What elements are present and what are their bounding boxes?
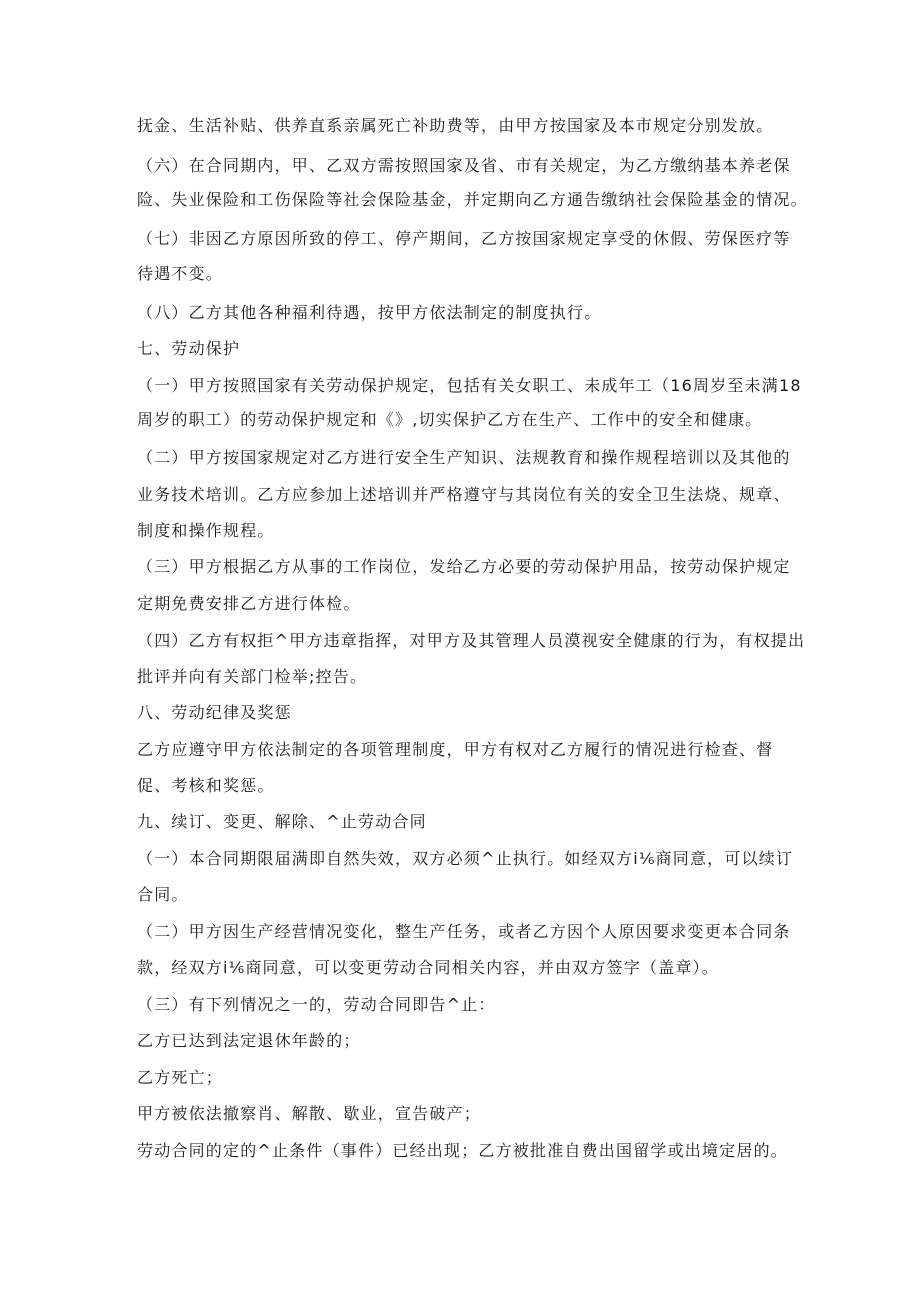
- text-line: 抚金、生活补贴、供养直系亲属死亡补助费等，由甲方按国家及本市规定分别发放。: [137, 116, 774, 135]
- text-line: 乙方已达到法定退休年龄的；: [137, 1031, 361, 1050]
- text-line: （一）本合同期限届满即自然失效，双方必须^止执行。如经双方i⅙商同意，可以续订: [137, 849, 794, 868]
- text-line: 乙方死亡；: [137, 1068, 224, 1087]
- text-line: 合同。: [137, 885, 189, 904]
- text-line: 批评并向有关部门检举;控告。: [137, 667, 368, 686]
- text-line: （二）甲方因生产经营情况变化，整生产任务，或者乙方因个人原因要求变更本合同条: [137, 922, 791, 941]
- text-line: 定期免费安排乙方进行体检。: [137, 594, 361, 613]
- text-line: 待遇不变。: [137, 264, 224, 283]
- text-line: （三）有下列情况之一的，劳动合同即告^止：: [137, 995, 496, 1014]
- text-line: 甲方被依法撤察肖、解散、歇业，宣告破产；: [137, 1104, 482, 1123]
- text-line: （七）非因乙方原因所致的停工、停产期间，乙方按国家规定享受的休假、劳保医疗等: [137, 229, 791, 248]
- text-line: （六）在合同期内，甲、乙双方需按照国家及省、市有关规定，为乙方缴纳基本养老保: [137, 156, 791, 175]
- text-line: （八）乙方其他各种福利待遇，按甲方依法制定的制度执行。: [137, 303, 602, 322]
- text-line: 款，经双方i⅙商同意，可以变更劳动合同相关内容，并由双方签字（盖章）。: [137, 958, 719, 977]
- text-line: （四）乙方有权拒^甲方违章指挥，对甲方及其管理人员漠视安全健康的行为，有权提出: [137, 631, 806, 650]
- text-line: 促、考核和奖惩。: [137, 776, 275, 795]
- text-line: （三）甲方根据乙方从事的工作岗位，发给乙方必要的劳动保护用品，按劳动保护规定: [137, 557, 791, 576]
- text-line: 乙方应遵守甲方依法制定的各项管理制度，甲方有权对乙方履行的情况进行检查、督: [137, 740, 774, 759]
- section-heading: 八、劳动纪律及奖惩: [137, 703, 292, 722]
- text-line: 业务技术培训。乙方应参加上述培训并严格遵守与其岗位有关的安全卫生法烧、规章、: [137, 485, 791, 504]
- text-line: （二）甲方按国家规定对乙方进行安全生产知识、法规教育和操作规程培训以及其他的: [137, 448, 791, 467]
- text-line: 险、失业保险和工伤保险等社会保险基金，并定期向乙方通告缴纳社会保险基金的情况。: [137, 190, 808, 209]
- text-line: （一）甲方按照国家有关劳动保护规定，包括有关女职工、未成年工（16周岁至未满18: [137, 376, 802, 395]
- section-heading: 九、续订、变更、解除、^止劳动合同: [137, 812, 427, 831]
- section-heading: 七、劳动保护: [137, 339, 241, 358]
- text-line: 制度和操作规程。: [137, 521, 275, 540]
- text-line: 劳动合同的定的^止条件（事件）已经出现；乙方被批准自费出国留学或出境定居的。: [137, 1141, 789, 1160]
- text-line: 周岁的职工）的劳动保护规定和《》,切实保护乙方在生产、工作中的安全和健康。: [137, 410, 763, 429]
